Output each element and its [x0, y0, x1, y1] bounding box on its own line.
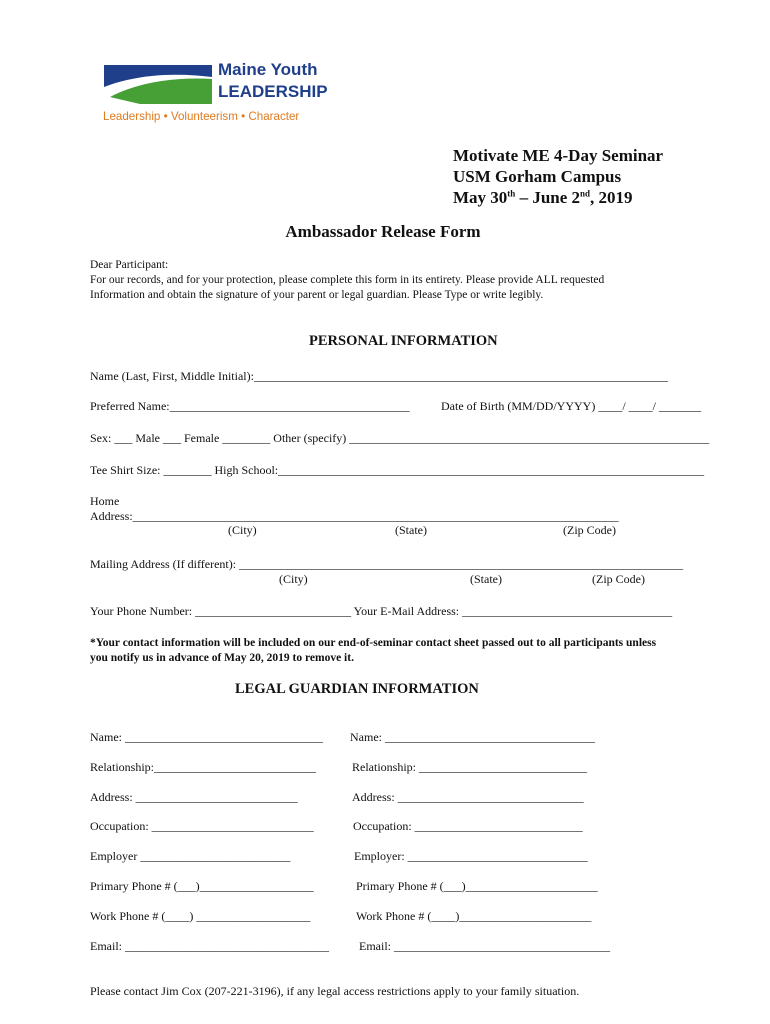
guardian2-name-field[interactable]: Name: ___________________________________	[350, 730, 595, 744]
swoosh-logo-icon	[100, 57, 215, 105]
home-label: Home	[90, 494, 120, 508]
guardian2-primary-phone-field[interactable]: Primary Phone # (___)______________________	[356, 879, 598, 893]
seminar-header	[453, 145, 663, 208]
mailing-state-caption: (State)	[470, 572, 502, 586]
sex-field[interactable]: Sex: ___ Male ___ Female ________ Other (specify) ____________________________________________________________	[90, 431, 710, 445]
phone-email-field[interactable]: Your Phone Number: __________________________ Your E-Mail Address: ___________________________________	[90, 604, 673, 618]
preferred-name-field[interactable]: Preferred Name:________________________________________	[90, 399, 410, 413]
guardian2-address-field[interactable]: Address: _______________________________	[352, 790, 584, 804]
intro-text	[90, 258, 604, 303]
intro-line-2: Information and obtain the signature of your parent or legal guardian. Please Type or write legibly.	[90, 289, 544, 301]
guardian1-primary-phone-field[interactable]: Primary Phone # (___)___________________	[90, 879, 314, 893]
logo-tagline: Leadership • Volunteerism • Character	[103, 110, 300, 123]
guardian2-occupation-field[interactable]: Occupation: ____________________________	[353, 819, 583, 833]
home-address-field[interactable]: Address:_________________________________________________________________________________	[90, 509, 619, 523]
seminar-title: Motivate ME 4-Day Seminar	[453, 146, 664, 165]
personal-info-heading: PERSONAL INFORMATION	[309, 333, 498, 349]
mailing-zip-caption: (Zip Code)	[592, 572, 645, 586]
guardian1-email-field[interactable]: Email: __________________________________	[90, 939, 329, 953]
name-field[interactable]: Name (Last, First, Middle Initial):_____________________________________________________________________	[90, 369, 668, 383]
guardian1-work-phone-field[interactable]: Work Phone # (____) ___________________	[90, 909, 311, 923]
maine-youth-leadership-logo	[100, 55, 340, 130]
tee-shirt-high-school-field[interactable]: Tee Shirt Size: ________ High School:_______________________________________________________________________	[90, 463, 705, 477]
logo-line-2: LEADERSHIP	[218, 82, 328, 101]
logo-title	[218, 59, 328, 103]
guardian1-name-field[interactable]: Name: _________________________________	[90, 730, 323, 744]
seminar-dates: May 30th – June 2nd, 2019	[453, 188, 633, 207]
mailing-address-field[interactable]: Mailing Address (If different): __________________________________________________________________________	[90, 557, 684, 571]
guardian1-relationship-field[interactable]: Relationship:___________________________	[90, 760, 316, 774]
guardian1-employer-field[interactable]: Employer _________________________	[90, 849, 291, 863]
notice-line-1: *Your contact information will be included on our end-of-seminar contact sheet passed out to all participants unless	[90, 637, 657, 649]
home-city-caption: (City)	[228, 523, 257, 537]
intro-line-1: For our records, and for your protection, please complete this form in its entirety. Please provide ALL requested	[90, 274, 605, 286]
notice-line-2: you notify us in advance of May 20, 2019 to remove it.	[90, 652, 354, 664]
contact-sheet-notice	[90, 636, 656, 666]
intro-greeting: Dear Participant:	[90, 259, 169, 271]
seminar-location: USM Gorham Campus	[453, 167, 622, 186]
form-title: Ambassador Release Form	[285, 222, 481, 241]
guardian2-work-phone-field[interactable]: Work Phone # (____)______________________	[356, 909, 592, 923]
mailing-city-caption: (City)	[279, 572, 308, 586]
guardian1-address-field[interactable]: Address: ___________________________	[90, 790, 298, 804]
guardian-info-heading: LEGAL GUARDIAN INFORMATION	[235, 681, 479, 697]
guardian2-relationship-field[interactable]: Relationship: ____________________________	[352, 760, 587, 774]
home-zip-caption: (Zip Code)	[563, 523, 616, 537]
guardian2-employer-field[interactable]: Employer: ______________________________	[354, 849, 588, 863]
access-restrictions-contact: Please contact Jim Cox (207-221-3196), if any legal access restrictions apply to your family situation.	[90, 984, 580, 998]
guardian1-occupation-field[interactable]: Occupation: ___________________________	[90, 819, 314, 833]
logo-line-1: Maine Youth	[218, 60, 318, 79]
home-state-caption: (State)	[395, 523, 427, 537]
guardian2-email-field[interactable]: Email: ____________________________________	[359, 939, 610, 953]
date-of-birth-field[interactable]: Date of Birth (MM/DD/YYYY) ____/ ____/ _______	[441, 399, 701, 413]
